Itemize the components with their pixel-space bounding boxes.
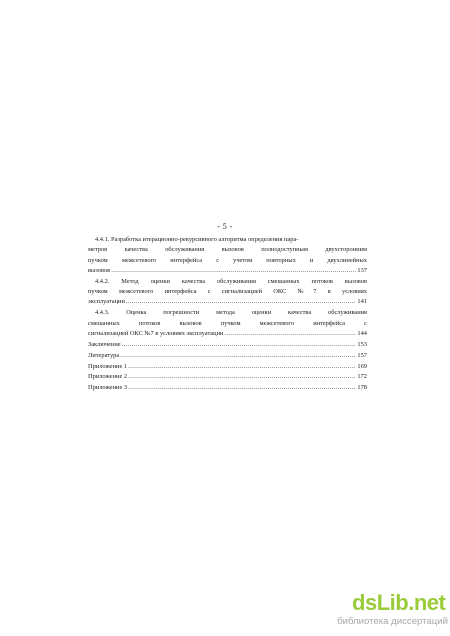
- toc-leader-line: [88, 372, 367, 382]
- dot-leader: [128, 372, 356, 382]
- toc-line: Заключение: [88, 340, 121, 348]
- toc-page-number: 137: [357, 266, 367, 274]
- toc-line: Литература: [88, 351, 120, 359]
- toc-line: смешанных потоков вызовов пучком межсетевого интерфейса с: [88, 319, 367, 327]
- toc-entry-appendix-3: [88, 383, 367, 393]
- toc-line: Приложение 3: [88, 384, 128, 392]
- logo-ds: ds: [352, 590, 377, 615]
- toc-page-number: 153: [357, 340, 367, 348]
- logo-lib: Lib: [376, 590, 409, 615]
- toc-line: пучком межсетевого интерфейса с сигнализацией ОКС №7 в условиях: [88, 288, 367, 296]
- toc-leader-line: [88, 351, 367, 361]
- toc-line: пучком межсетевого интерфейса с учетом повторных и двухлинейных: [88, 256, 367, 264]
- dot-leader: [224, 329, 356, 339]
- dot-leader: [122, 340, 357, 350]
- toc-entry-literature: [88, 351, 367, 361]
- toc-line: вызовов: [88, 266, 111, 274]
- toc-page-number: 157: [357, 351, 367, 359]
- toc-entry-4-4-3: [88, 308, 367, 339]
- toc-line: 4.4.3. Оценка погрешности метода оценки качества обслуживания: [95, 309, 367, 317]
- toc-entry-conclusion: [88, 340, 367, 350]
- logo-dot: .: [408, 590, 414, 615]
- dot-leader: [111, 266, 356, 276]
- dot-leader: [128, 362, 356, 372]
- toc-page-number: 172: [357, 373, 367, 381]
- dot-leader: [128, 383, 356, 393]
- table-of-contents: [88, 235, 367, 394]
- toc-line: метров качества обслуживания вызовов полнодоступным двухсторонним: [88, 246, 367, 254]
- watermark-tagline: библиотека диссертаций: [337, 616, 448, 627]
- toc-entry-appendix-1: [88, 362, 367, 372]
- toc-leader-line: [88, 383, 367, 393]
- toc-line: Приложение 1: [88, 362, 128, 370]
- logo-net: net: [413, 590, 446, 615]
- toc-page-number: 169: [357, 362, 367, 370]
- toc-leader-line: [88, 266, 367, 276]
- toc-entry-4-4-2: [88, 277, 367, 308]
- toc-entry-4-4-1: [88, 235, 367, 276]
- toc-line: 4.4.2. Метод оценки качества обслуживания смешанных потоков вызовов: [95, 277, 367, 285]
- toc-leader-line: [88, 297, 367, 307]
- watermark-logo[interactable]: [352, 590, 445, 616]
- toc-line: 4.4.1. Разработка итерационно-рекурсивного алгоритма определения пара-: [95, 236, 299, 243]
- toc-page-number: 178: [357, 384, 367, 392]
- toc-leader-line: [88, 362, 367, 372]
- toc-leader-line: [88, 329, 367, 339]
- dot-leader: [126, 297, 357, 307]
- toc-leader-line: [88, 340, 367, 350]
- toc-line: сигнализацией ОКС №7 в условиях эксплуатации: [88, 329, 224, 337]
- page-number: - 5 -: [217, 222, 233, 231]
- dot-leader: [120, 351, 356, 361]
- toc-page-number: 144: [357, 329, 367, 337]
- toc-page-number: 141: [357, 298, 367, 306]
- toc-line: эксплуатации: [88, 298, 125, 306]
- toc-entry-appendix-2: [88, 372, 367, 382]
- toc-line: Приложение 2: [88, 373, 128, 381]
